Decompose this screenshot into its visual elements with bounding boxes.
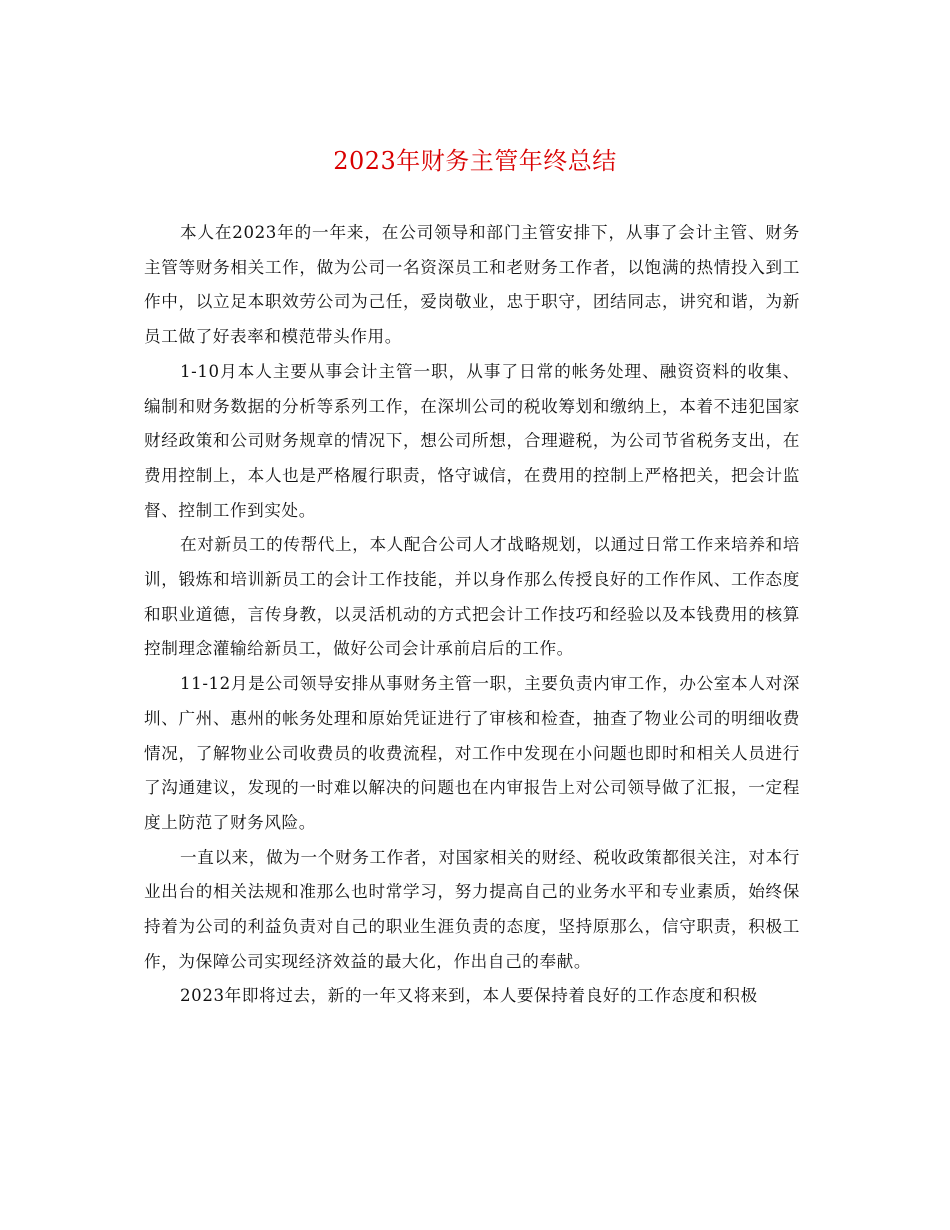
paragraph-4: 11-12月是公司领导安排从事财务主管一职，主要负责内审工作，办公室本人对深圳、广州、惠州的帐务处理和原始凭证进行了审核和检查，抽查了物业公司的明细收费情况，了解物业公司收费员的收费流程，对工作中发现在小问题也即时和相关人员进行了沟通建议，发现的一时难以解决的问题也在内审报告上对公司领导做了汇报，一定程度上防范了财务风险。 [144, 674, 800, 832]
paragraph-6: 2023年即将过去，新的一年又将来到，本人要保持着良好的工作态度和积极 [180, 986, 758, 1006]
paragraph-5: 一直以来，做为一个财务工作者，对国家相关的财经、税收政策都很关注，对本行业出台的相关法规和准那么也时常学习，努力提高自己的业务水平和专业素质，始终保持着为公司的利益负责对自己的职业生涯负责的态度，坚持原那么，信守职责，积极工作，为保障公司实现经济效益的最大化，作出自己的奉献。 [144, 847, 800, 971]
document-body [144, 216, 800, 1014]
paragraph-1: 本人在2023年的一年来，在公司领导和部门主管安排下，从事了会计主管、财务主管等财务相关工作，做为公司一名资深员工和老财务工作者，以饱满的热情投入到工作中，以立足本职效劳公司为己任，爱岗敬业，忠于职守，团结同志，讲究和谐，为新员工做了好表率和模范带头作用。 [144, 223, 800, 347]
paragraph-2: 1-10月本人主要从事会计主管一职，从事了日常的帐务处理、融资资料的收集、编制和财务数据的分析等系列工作，在深圳公司的税收筹划和缴纳上，本着不违犯国家财经政策和公司财务规章的情况下，想公司所想，合理避税，为公司节省税务支出，在费用控制上，本人也是严格履行职责，恪守诚信，在费用的控制上严格把关，把会计监督、控制工作到实处。 [144, 361, 800, 520]
paragraph-3: 在对新员工的传帮代上，本人配合公司人才战略规划，以通过日常工作来培养和培训，锻炼和培训新员工的会计工作技能，并以身作那么传授良好的工作作风、工作态度和职业道德，言传身教，以灵活机动的方式把会计工作技巧和经验以及本钱费用的核算控制理念灌输给新员工，做好公司会计承前启后的工作。 [144, 535, 800, 659]
document-title: 2023年财务主管年终总结 [333, 147, 617, 175]
